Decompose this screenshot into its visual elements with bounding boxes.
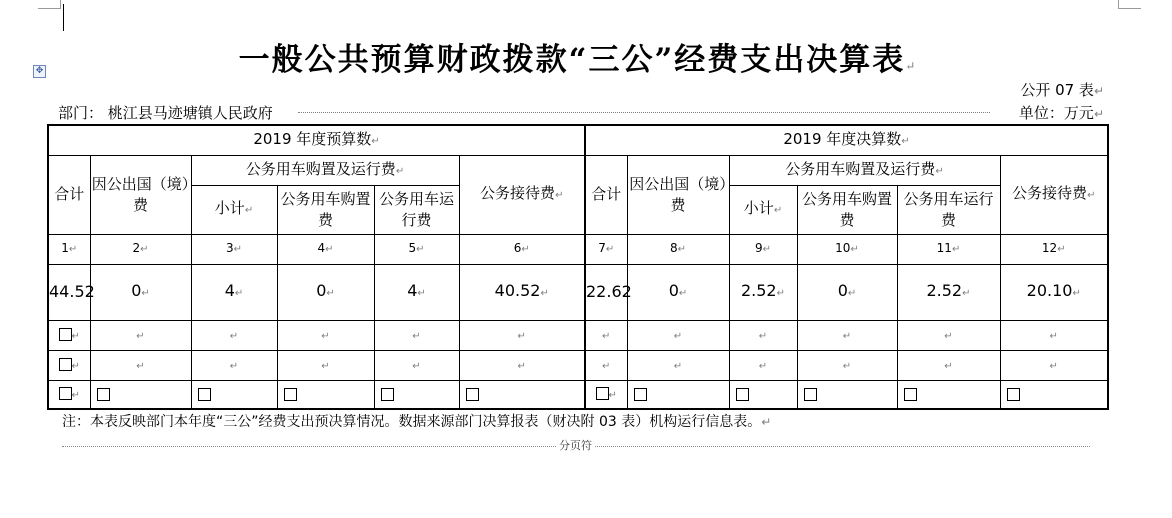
col-number[interactable]: 7↵ <box>585 234 627 264</box>
department-label: 部门： <box>58 104 104 122</box>
col-number[interactable]: 2↵ <box>90 234 191 264</box>
header-total[interactable]: 合计 <box>48 155 90 234</box>
col-number[interactable]: 3↵ <box>191 234 277 264</box>
department-name: 桃江县马迹塘镇人民政府 <box>107 104 273 122</box>
header-purchase-actual[interactable]: 公务用车购置费 <box>797 185 897 234</box>
page-break-label: 分页符 <box>556 439 595 453</box>
value-actual-abroad[interactable]: 0↵ <box>627 264 729 320</box>
header-subtotal-actual[interactable]: 小计↵ <box>729 185 797 234</box>
paragraph-mark: ↵ <box>1093 107 1104 121</box>
table-code <box>1020 80 1104 101</box>
checkbox-icon <box>59 328 72 341</box>
empty-cell[interactable]: ↵ <box>585 380 627 409</box>
empty-cell[interactable] <box>90 380 191 409</box>
value-budget-vehicle-subtotal[interactable]: 4↵ <box>191 264 277 320</box>
table-row-empty <box>48 350 1108 380</box>
value-budget-abroad[interactable]: 0↵ <box>90 264 191 320</box>
paragraph-mark: ↵ <box>1093 84 1104 98</box>
header-vehicle-group-actual[interactable]: 公务用车购置及运行费↵ <box>729 155 1000 185</box>
col-number[interactable]: 10↵ <box>797 234 897 264</box>
checkbox-icon <box>59 387 72 400</box>
page-corner-mark-left <box>38 0 61 9</box>
empty-cell[interactable] <box>897 380 1000 409</box>
empty-cell[interactable] <box>1000 380 1108 409</box>
empty-cell[interactable]: ↵ <box>374 320 459 350</box>
empty-cell[interactable]: ↵ <box>90 350 191 380</box>
empty-cell[interactable] <box>797 380 897 409</box>
unit-label: 单位： <box>1018 104 1064 122</box>
checkbox-icon <box>904 388 917 401</box>
header-operation-actual[interactable]: 公务用车运行费 <box>897 185 1000 234</box>
checkbox-icon <box>634 388 647 401</box>
checkbox-icon <box>59 358 72 371</box>
budget-header[interactable]: 2019 年度预算数↵ <box>48 125 585 155</box>
empty-cell[interactable] <box>729 380 797 409</box>
empty-cell[interactable]: ↵ <box>627 350 729 380</box>
empty-cell[interactable]: ↵ <box>277 350 374 380</box>
empty-cell[interactable] <box>459 380 585 409</box>
header-reception-actual[interactable]: 公务接待费↵ <box>1000 155 1108 234</box>
paragraph-mark: ↵ <box>905 59 918 73</box>
checkbox-icon <box>596 387 609 400</box>
text-cursor <box>63 4 64 31</box>
table-row-empty <box>48 320 1108 350</box>
value-actual-vehicle-operation[interactable]: 2.52↵ <box>897 264 1000 320</box>
checkbox-icon <box>736 388 749 401</box>
header-purchase[interactable]: 公务用车购置费 <box>277 185 374 234</box>
department-line <box>58 103 273 123</box>
empty-cell[interactable]: ↵ <box>191 350 277 380</box>
col-number[interactable]: 5↵ <box>374 234 459 264</box>
empty-cell[interactable] <box>191 380 277 409</box>
table-note <box>62 412 771 432</box>
col-number[interactable]: 1↵ <box>48 234 90 264</box>
value-budget-vehicle-operation[interactable]: 4↵ <box>374 264 459 320</box>
empty-cell[interactable]: ↵ <box>797 350 897 380</box>
empty-cell[interactable]: ↵ <box>277 320 374 350</box>
header-total-actual[interactable]: 合计 <box>585 155 627 234</box>
actual-header[interactable]: 2019 年度决算数↵ <box>585 125 1108 155</box>
value-actual-reception[interactable]: 20.10↵ <box>1000 264 1108 320</box>
empty-cell[interactable] <box>277 380 374 409</box>
empty-cell[interactable]: ↵ <box>1000 320 1108 350</box>
empty-cell[interactable]: ↵ <box>48 380 90 409</box>
empty-cell[interactable] <box>627 380 729 409</box>
empty-cell[interactable]: ↵ <box>459 320 585 350</box>
empty-cell[interactable]: ↵ <box>191 320 277 350</box>
empty-cell[interactable]: ↵ <box>585 350 627 380</box>
empty-cell[interactable]: ↵ <box>48 350 90 380</box>
checkbox-icon <box>466 388 479 401</box>
header-vehicle-group[interactable]: 公务用车购置及运行费↵ <box>191 155 459 185</box>
unit-line <box>1019 103 1104 124</box>
empty-cell[interactable]: ↵ <box>729 350 797 380</box>
checkbox-icon <box>198 388 211 401</box>
checkbox-icon <box>804 388 817 401</box>
empty-cell[interactable]: ↵ <box>1000 350 1108 380</box>
empty-cell[interactable]: ↵ <box>374 350 459 380</box>
empty-cell[interactable]: ↵ <box>459 350 585 380</box>
value-actual-vehicle-subtotal[interactable]: 2.52↵ <box>729 264 797 320</box>
header-abroad-actual[interactable]: 因公出国（境）费 <box>627 155 729 234</box>
empty-cell[interactable]: ↵ <box>897 320 1000 350</box>
empty-cell[interactable] <box>374 380 459 409</box>
checkbox-icon <box>381 388 394 401</box>
checkbox-icon <box>1007 388 1020 401</box>
empty-cell[interactable]: ↵ <box>729 320 797 350</box>
note-text: 注：本表反映部门本年度“三公”经费支出预决算情况。数据来源部门决算报表（财决附 03 表）机构运行信息表。 <box>62 414 762 430</box>
table-move-handle-icon[interactable]: ✥ <box>33 65 46 78</box>
empty-cell[interactable]: ↵ <box>897 350 1000 380</box>
value-budget-reception[interactable]: 40.52↵ <box>459 264 585 320</box>
empty-cell[interactable]: ↵ <box>90 320 191 350</box>
dot-leader <box>298 112 990 113</box>
empty-cell[interactable]: ↵ <box>627 320 729 350</box>
header-reception[interactable]: 公务接待费↵ <box>459 155 585 234</box>
col-number[interactable]: 8↵ <box>627 234 729 264</box>
expense-table <box>47 124 1109 410</box>
table-code-text: 公开 07 表 <box>1020 81 1094 99</box>
header-operation[interactable]: 公务用车运行费 <box>374 185 459 234</box>
empty-cell[interactable]: ↵ <box>585 320 627 350</box>
unit-value: 万元 <box>1063 104 1094 122</box>
page-corner-mark-right <box>1118 0 1141 9</box>
checkbox-icon <box>284 388 297 401</box>
checkbox-icon <box>97 388 110 401</box>
document-title <box>0 40 1156 86</box>
col-number[interactable]: 9↵ <box>729 234 797 264</box>
empty-cell[interactable]: ↵ <box>797 320 897 350</box>
header-abroad[interactable]: 因公出国（境）费 <box>90 155 191 234</box>
col-number[interactable]: 6↵ <box>459 234 585 264</box>
table-row-empty <box>48 380 1108 409</box>
col-number[interactable]: 11↵ <box>897 234 1000 264</box>
empty-cell[interactable]: ↵ <box>48 320 90 350</box>
value-actual-total[interactable]: 22.62 <box>585 264 627 320</box>
col-number[interactable]: 12↵ <box>1000 234 1108 264</box>
header-subtotal[interactable]: 小计↵ <box>191 185 277 234</box>
title-text: 一般公共预算财政拨款“三公”经费支出决算表 <box>238 42 906 78</box>
value-actual-vehicle-purchase[interactable]: 0↵ <box>797 264 897 320</box>
value-budget-vehicle-purchase[interactable]: 0↵ <box>277 264 374 320</box>
col-number[interactable]: 4↵ <box>277 234 374 264</box>
paragraph-mark: ↵ <box>761 415 772 429</box>
value-budget-total[interactable]: 44.52 <box>48 264 90 320</box>
